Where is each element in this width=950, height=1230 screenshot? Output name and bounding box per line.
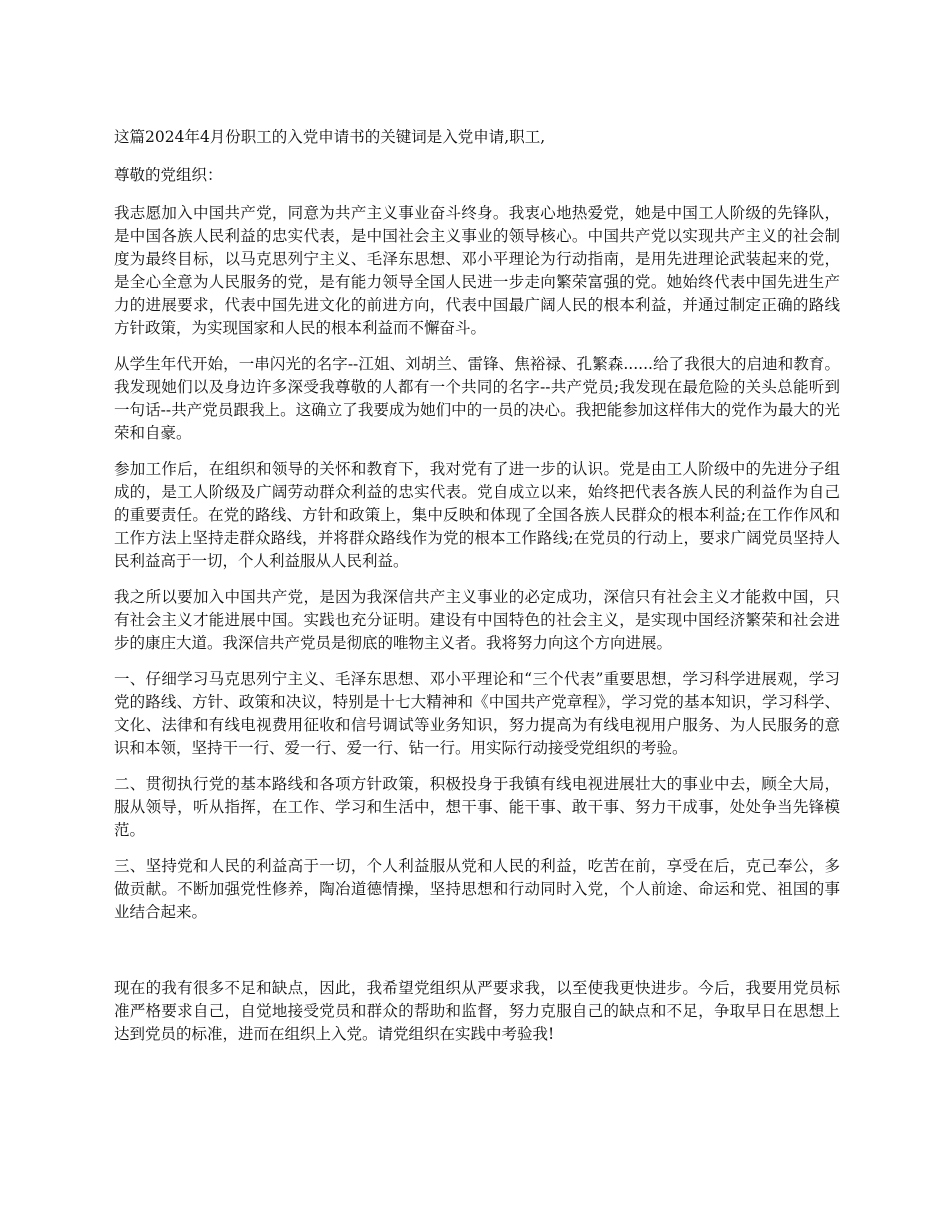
salutation: 尊敬的党组织：: [114, 166, 223, 184]
paragraph-7: 三、坚持党和人民的利益高于一切，个人利益服从党和人民的利益，吃苦在前，享受在后，克己奉公，多做贡献。不断加强党性修养，陶冶道德情操，坚持思想和行动同时入党，个人前途、命运和党、祖国的事业结合起来。: [114, 857, 840, 921]
closing-paragraph: 现在的我有很多不足和缺点，因此，我希望党组织从严要求我，以至使我更快进步。今后，我要用党员标准严格要求自己，自觉地接受党员和群众的帮助和监督，努力克服自己的缺点和不足，争取早日在思想上达到党员的标准，进而在组织上入党。请党组织在实践中考验我!: [114, 979, 840, 1043]
paragraph-5: 一、仔细学习马克思列宁主义、毛泽东思想、邓小平理论和“三个代表”重要思想，学习科学进展观，学习党的路线、方针、政策和决议，特别是十七大精神和《中国共产党章程》，学习党的基本知识，学习科学、文化、法律和有线电视费用征收和信号调试等业务知识，努力提高为有线电视用户服务、为人民服务的意识和本领，坚持干一行、爱一行、爱一行、钻一行。用实际行动接受党组织的考验。: [114, 670, 840, 757]
paragraph-3: 参加工作后，在组织和领导的关怀和教育下，我对党有了进一步的认识。党是由工人阶级中的先进分子组成的，是工人阶级及广阔劳动群众利益的忠实代表。党自成立以来，始终把代表各族人民的利益作为自己的重要责任。在党的路线、方针和政策上，集中反映和体现了全国各族人民群众的根本利益;在工作作风和工作方法上坚持走群众路线，并将群众路线作为党的根本工作路线;在党员的行动上，要求广阔党员坚持人民利益高于一切，个人利益服从人民利益。: [114, 460, 840, 570]
paragraph-2: 从学生年代开始，一串闪光的名字--江姐、刘胡兰、雷锋、焦裕禄、孔繁森......给了我很大的启迪和教育。我发现她们以及身边许多深受我尊敬的人都有一个共同的名字--共产党员;我发现在最危险的关头总能听到一句话--共产党员跟我上。这确立了我要成为她们中的一员的决心。我把能参加这样伟大的党作为最大的光荣和自豪。: [114, 355, 840, 442]
paragraph-4: 我之所以要加入中国共产党，是因为我深信共产主义事业的必定成功，深信只有社会主义才能救中国，只有社会主义才能进展中国。实践也充分证明。建设有中国特色的社会主义，是实现中国经济繁荣和社会进步的康庄大道。我深信共产党员是彻底的唯物主义者。我将努力向这个方向进展。: [114, 588, 840, 652]
intro-line: 这篇2024年4月份职工的入党申请书的关键词是入党申请,职工,: [114, 128, 546, 146]
document-page: [114, 126, 840, 1059]
paragraph-6: 二、贯彻执行党的基本路线和各项方针政策，积极投身于我镇有线电视进展壮大的事业中去，顾全大局，服从领导，听从指挥，在工作、学习和生活中，想干事、能干事、敢干事、努力干成事，处处争当先锋模范。: [114, 775, 840, 839]
paragraph-1: 我志愿加入中国共产党，同意为共产主义事业奋斗终身。我衷心地热爱党，她是中国工人阶级的先锋队，是中国各族人民利益的忠实代表，是中国社会主义事业的领导核心。中国共产党以实现共产主义的社会制度为最终目标，以马克思列宁主义、毛泽东思想、邓小平理论为行动指南，是用先进理论武装起来的党，是全心全意为人民服务的党，是有能力领导全国人民进一步走向繁荣富强的党。她始终代表中国先进生产力的进展要求，代表中国先进文化的前进方向，代表中国最广阔人民的根本利益，并通过制定正确的路线方针政策，为实现国家和人民的根本利益而不懈奋斗。: [114, 204, 840, 337]
paragraph-spacer: [114, 937, 840, 977]
